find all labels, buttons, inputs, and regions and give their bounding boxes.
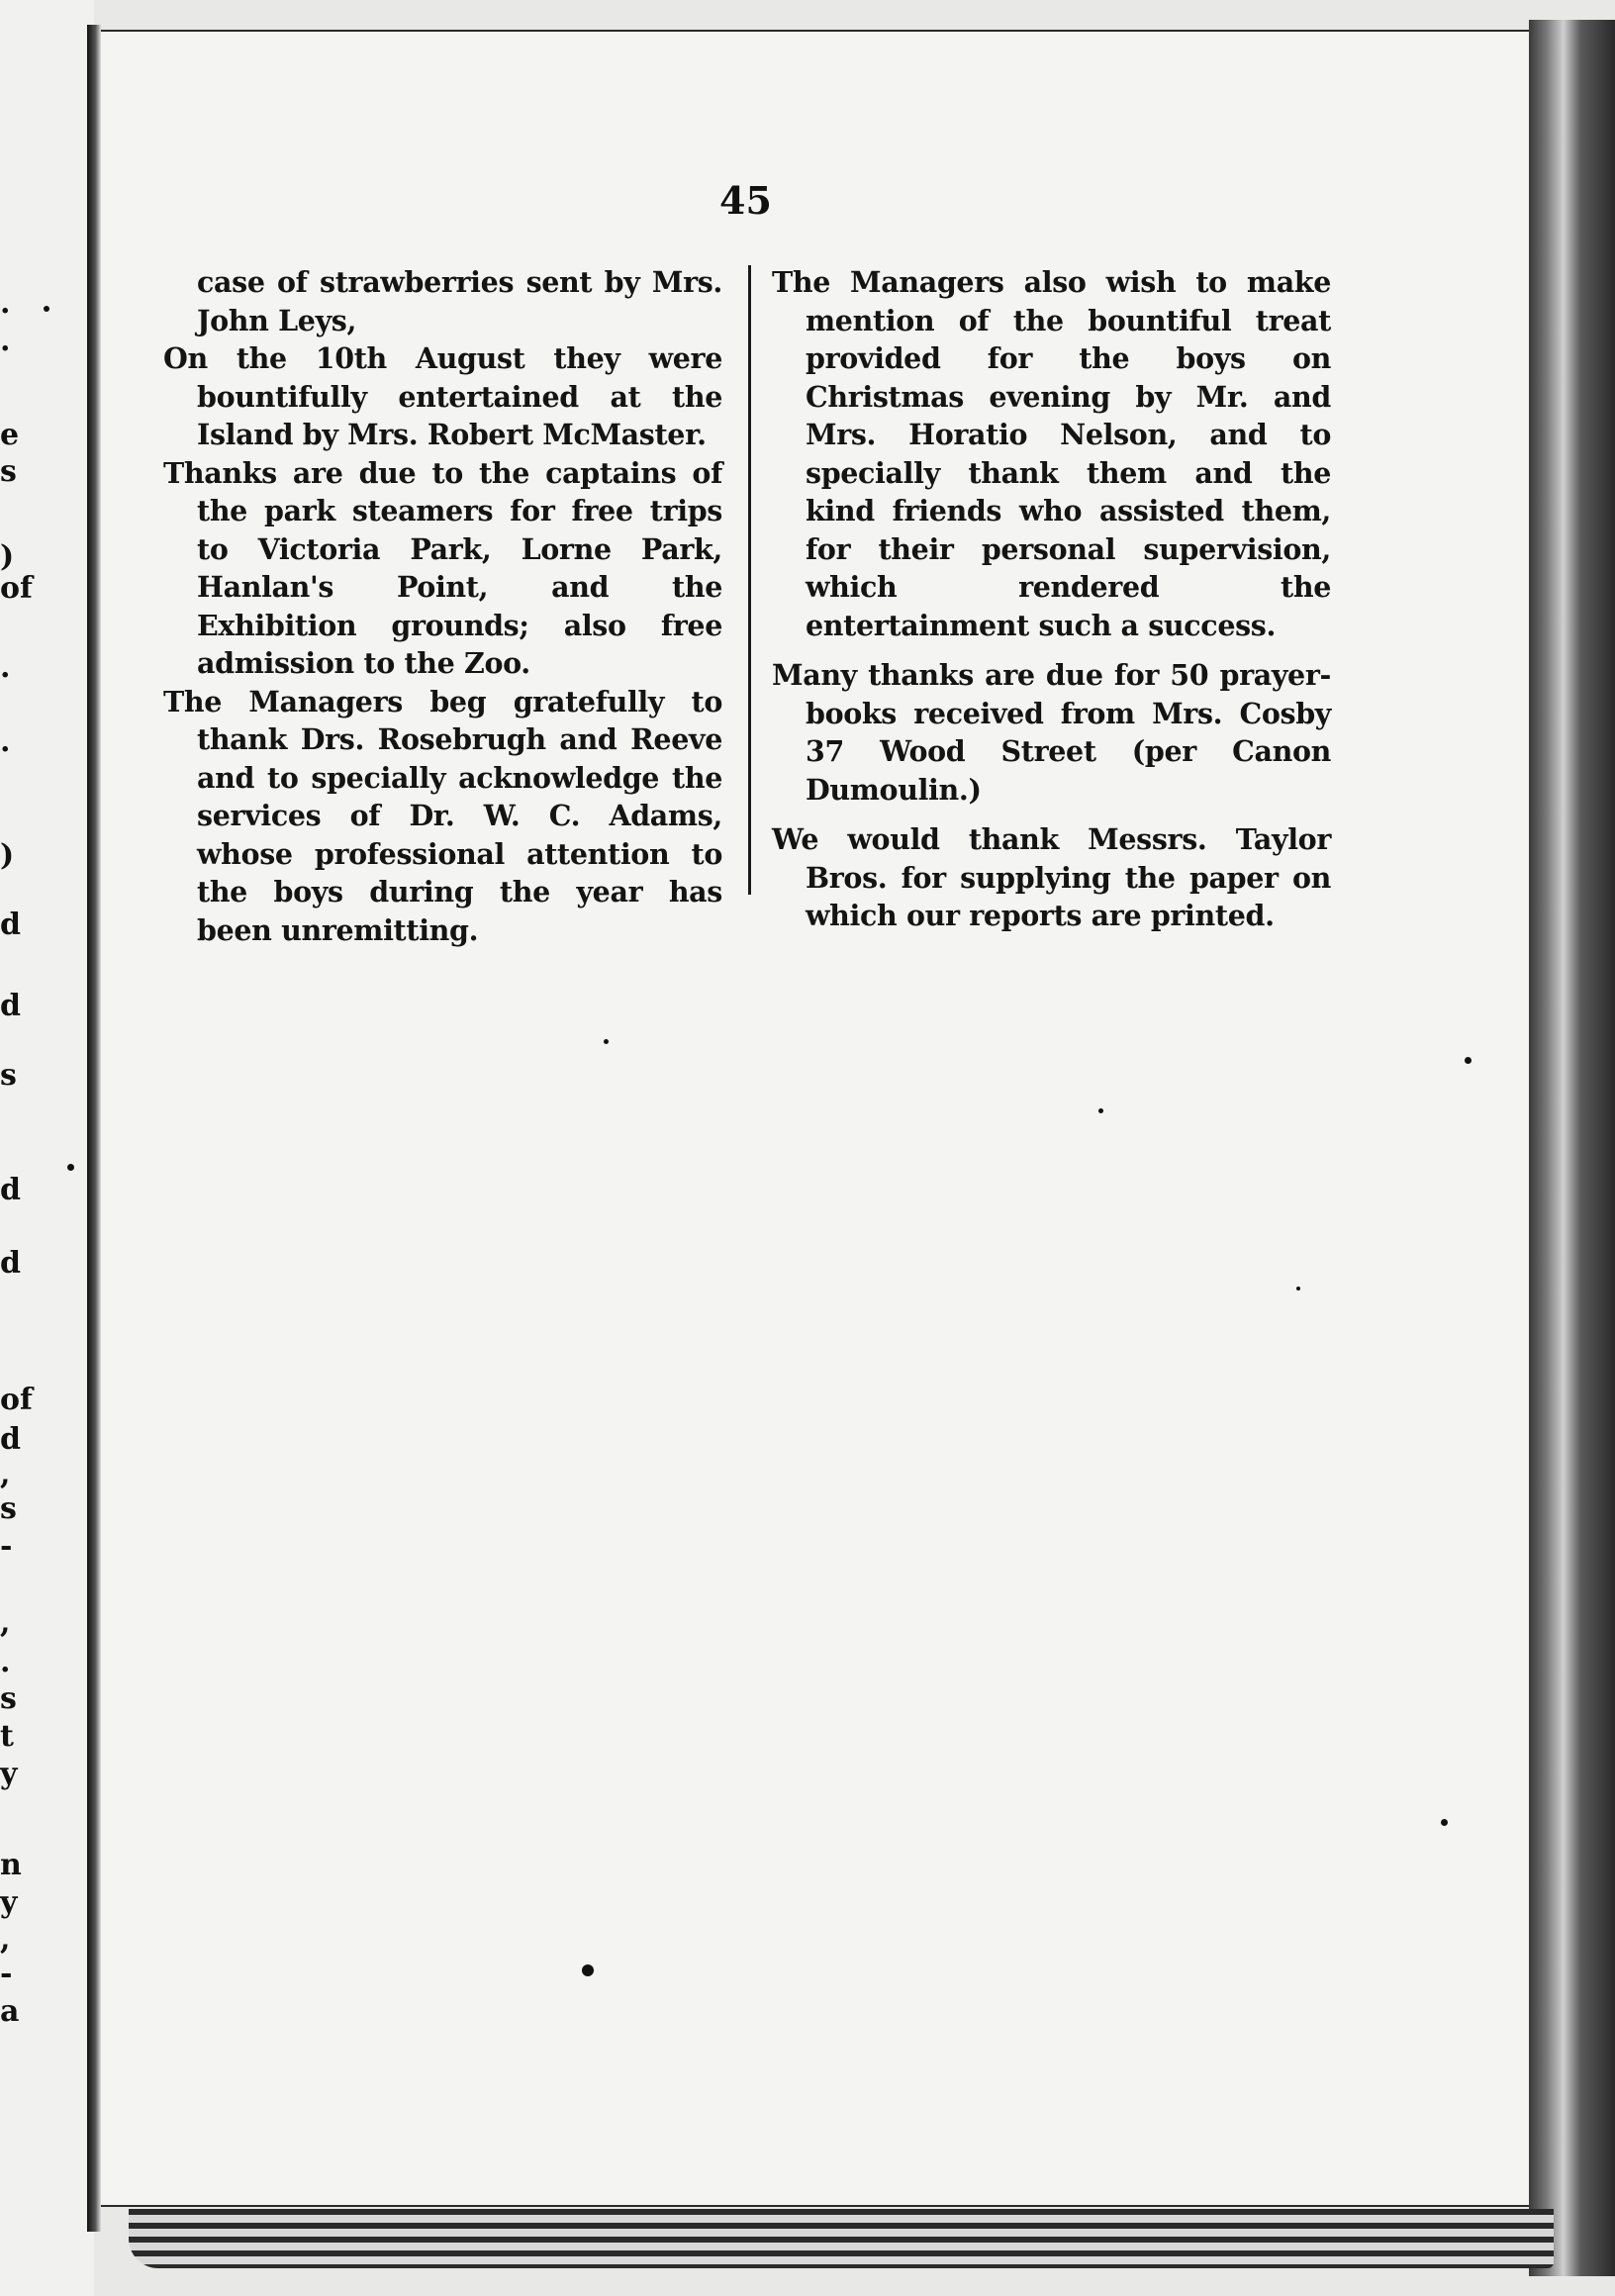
dust-speck bbox=[1441, 1819, 1448, 1826]
dust-speck bbox=[604, 1039, 609, 1044]
fragment: - bbox=[0, 1957, 13, 1991]
fragment: of bbox=[0, 571, 33, 606]
fragment: ) bbox=[0, 539, 15, 574]
fragment: s bbox=[0, 1058, 17, 1093]
fragment: . bbox=[0, 1645, 11, 1679]
dust-speck bbox=[1296, 1287, 1300, 1291]
dust-speck bbox=[582, 1964, 594, 1976]
column-divider bbox=[748, 265, 751, 895]
fragment: . bbox=[0, 324, 11, 358]
fragment: a bbox=[0, 1994, 20, 2029]
left-text-column bbox=[163, 263, 722, 949]
fragment: n bbox=[0, 1848, 22, 1882]
paragraph: On the 10th August they were bountifully entertained at the Island by Mrs. Robert McMaster. bbox=[163, 341, 722, 451]
fragment: e bbox=[0, 418, 20, 452]
facing-page-edge bbox=[0, 0, 94, 2296]
fragment: s bbox=[0, 1491, 17, 1526]
fragment: s bbox=[0, 1681, 17, 1716]
fragment: ) bbox=[0, 838, 15, 873]
fragment: t bbox=[0, 1719, 14, 1754]
paragraph-continued: case of strawberries sent by Mrs. John Leys, bbox=[197, 265, 722, 337]
fragment: d bbox=[0, 1173, 21, 1207]
paragraph: Thanks are due to the captains of the park steamers for free trips to Victoria Park, Lorne Park, Hanlan's Point, and the Exhibition grounds; also free admission to the Zoo. bbox=[163, 455, 722, 680]
dust-speck bbox=[44, 306, 49, 312]
fragment: d bbox=[0, 1422, 21, 1457]
fragment: of bbox=[0, 1383, 33, 1417]
book-binding-edge bbox=[1529, 20, 1615, 2276]
dust-speck bbox=[1465, 1057, 1472, 1064]
fragment: . bbox=[0, 650, 11, 685]
fragment: d bbox=[0, 1246, 21, 1281]
fragment: . bbox=[0, 286, 11, 321]
page-number: 45 bbox=[719, 178, 772, 223]
paragraph: Many thanks are due for 50 prayer-books received from Mrs. Cosby 37 Wood Street (per Canon Dumoulin.) bbox=[772, 658, 1331, 807]
paragraph: The Managers beg gratefully to thank Drs. Rosebrugh and Reeve and to specially acknowledge the services of Dr. W. C. Adams, whose professional attention to the boys during the year has been unremitting. bbox=[163, 684, 722, 947]
fragment: , bbox=[0, 1605, 11, 1640]
fragment: d bbox=[0, 908, 21, 942]
fragment: - bbox=[0, 1529, 13, 1564]
fragment: y bbox=[0, 1757, 18, 1791]
fragment: y bbox=[0, 1885, 18, 1920]
fragment: d bbox=[0, 989, 21, 1023]
dust-speck bbox=[1098, 1108, 1103, 1113]
right-text-column bbox=[772, 263, 1331, 935]
fragment: , bbox=[0, 1457, 11, 1491]
page-stack-edge bbox=[129, 2209, 1554, 2268]
gutter-shadow bbox=[87, 25, 101, 2232]
dust-speck bbox=[67, 1164, 74, 1171]
fragment: , bbox=[0, 1922, 11, 1957]
fragment: . bbox=[0, 724, 11, 759]
paragraph: The Managers also wish to make mention of the bountiful treat provided for the boys on Christmas evening by Mr. and Mrs. Horatio Nelson, and to specially thank them and the kind friends who assisted them, for their personal supervision, which rendered the entertainment such a success. bbox=[772, 265, 1331, 642]
fragment: s bbox=[0, 454, 17, 489]
paragraph: We would thank Messrs. Taylor Bros. for supplying the paper on which our reports are printed. bbox=[772, 822, 1331, 932]
